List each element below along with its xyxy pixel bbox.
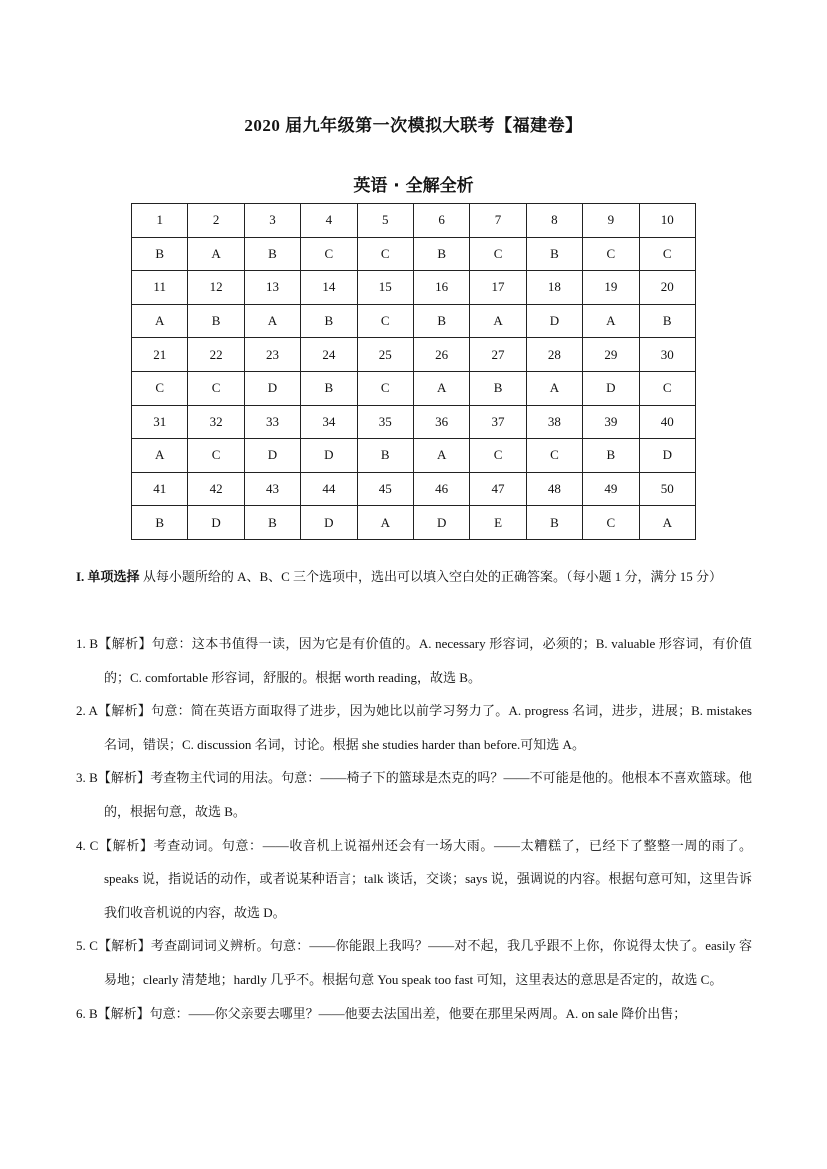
answer-cell: B [639,304,695,338]
page-title: 2020 届九年级第一次模拟大联考【福建卷】 [244,116,583,135]
answer-cell: B [526,506,582,540]
answer-cell: D [188,506,244,540]
question-number-cell: 10 [639,204,695,238]
question-number-cell: 20 [639,271,695,305]
answer-cell: B [301,371,357,405]
question-number-cell: 49 [583,472,639,506]
answer-cell: A [188,237,244,271]
answer-cell: C [301,237,357,271]
answer-cell: D [301,439,357,473]
answer-cell: E [470,506,526,540]
question-number-cell: 23 [244,338,300,372]
answer-cell: A [357,506,413,540]
question-number-cell: 48 [526,472,582,506]
explanation-item: 6. B【解析】句意：——你父亲要去哪里？——他要去法国出差，他要在那里呆两周。A. on sale 降价出售； [76,1005,687,1021]
answer-cell: C [470,237,526,271]
answer-cell: C [583,237,639,271]
answer-row [132,304,696,338]
question-number-cell: 50 [639,472,695,506]
question-number-cell: 38 [526,405,582,439]
section-title: I. 单项选择 [76,569,140,584]
question-number-cell: 2 [188,204,244,238]
question-number-cell: 32 [188,405,244,439]
question-number-cell: 46 [413,472,469,506]
answer-cell: B [526,237,582,271]
question-number-cell: 25 [357,338,413,372]
answer-cell: C [470,439,526,473]
question-number-cell: 21 [132,338,188,372]
question-number-row [132,271,696,305]
answer-cell: D [413,506,469,540]
explanation-item: 1. B【解析】句意：这本书值得一读，因为它是有价值的。A. necessary 形容词，必须的；B. valuable 形容词，有价值的；C. comfortable 形容词，舒服的。根据 worth reading，故选 B。 [76,636,752,685]
answer-cell: A [526,371,582,405]
answer-cell: B [244,506,300,540]
answer-cell: C [639,237,695,271]
question-number-cell: 28 [526,338,582,372]
answer-cell: D [301,506,357,540]
question-number-row [132,472,696,506]
answer-cell: B [357,439,413,473]
answer-cell: A [413,371,469,405]
answer-cell: A [639,506,695,540]
explanation-item: 3. B【解析】考查物主代词的用法。句意：——椅子下的篮球是杰克的吗？——不可能是他的。他根本不喜欢篮球。他的，根据句意，故选 B。 [76,770,752,819]
question-number-cell: 43 [244,472,300,506]
question-number-cell: 12 [188,271,244,305]
question-number-cell: 22 [188,338,244,372]
question-number-cell: 37 [470,405,526,439]
answer-row [132,371,696,405]
question-number-cell: 13 [244,271,300,305]
answer-row [132,237,696,271]
explanation-item: 2. A【解析】句意：简在英语方面取得了进步，因为她比以前学习努力了。A. progress 名词，进步，进展；B. mistakes 名词，错误；C. discussion 名词，讨论。根据 she studies harder than before.可知选 A。 [76,703,752,752]
question-number-cell: 27 [470,338,526,372]
question-number-cell: 24 [301,338,357,372]
answer-cell: C [132,371,188,405]
question-number-cell: 31 [132,405,188,439]
question-number-cell: 47 [470,472,526,506]
question-number-cell: 41 [132,472,188,506]
answer-cell: C [357,237,413,271]
explanation-item: 4. C【解析】考查动词。句意：——收音机上说福州还会有一场大雨。——太糟糕了，已经下了整整一周的雨了。speaks 说，指说话的动作，或者说某种语言；talk 谈话，交谈；says 说，强调说的内容。根据句意可知，这里告诉我们收音机说的内容，故选 D。 [76,837,752,920]
question-number-cell: 11 [132,271,188,305]
question-number-cell: 36 [413,405,469,439]
question-number-cell: 44 [301,472,357,506]
answer-cell: B [413,304,469,338]
answer-cell: B [132,506,188,540]
answer-cell: D [526,304,582,338]
answer-cell: B [301,304,357,338]
section-instruction [76,560,752,594]
question-number-cell: 5 [357,204,413,238]
section-instruction-text: 从每小题所给的 A、B、C 三个选项中，选出可以填入空白处的正确答案。（每小题 1 分，满分 15 分） [142,569,723,584]
question-number-cell: 3 [244,204,300,238]
answer-cell: C [357,304,413,338]
question-number-cell: 35 [357,405,413,439]
question-number-row [132,405,696,439]
answer-cell: B [244,237,300,271]
answer-cell: A [132,304,188,338]
question-number-cell: 19 [583,271,639,305]
answer-cell: C [188,439,244,473]
answer-cell: D [583,371,639,405]
question-number-cell: 7 [470,204,526,238]
explanation-list [76,627,752,1030]
answer-cell: A [470,304,526,338]
answer-cell: C [583,506,639,540]
answer-cell: B [583,439,639,473]
question-number-cell: 6 [413,204,469,238]
question-number-cell: 33 [244,405,300,439]
answer-cell: A [132,439,188,473]
answer-row [132,506,696,540]
question-number-row [132,338,696,372]
answer-table [131,203,696,540]
question-number-cell: 1 [132,204,188,238]
answer-cell: C [188,371,244,405]
question-number-cell: 34 [301,405,357,439]
answer-cell: B [413,237,469,271]
question-number-row [132,204,696,238]
question-number-cell: 9 [583,204,639,238]
question-number-cell: 39 [583,405,639,439]
explanation-item: 5. C【解析】考查副词词义辨析。句意：——你能跟上我吗？——对不起，我几乎跟不上你，你说得太快了。easily 容易地；clearly 清楚地；hardly 几乎不。根据句意 You speak too fast 可知，这里表达的意思是否定的，故选 C。 [76,938,752,987]
answer-cell: D [639,439,695,473]
question-number-cell: 40 [639,405,695,439]
question-number-cell: 4 [301,204,357,238]
answer-cell: D [244,439,300,473]
question-number-cell: 18 [526,271,582,305]
page-subtitle: 英语 · 全解全析 [353,176,474,196]
answer-cell: C [357,371,413,405]
question-number-cell: 8 [526,204,582,238]
answer-cell: A [583,304,639,338]
question-number-cell: 17 [470,271,526,305]
answer-cell: B [470,371,526,405]
answer-cell: A [244,304,300,338]
answer-cell: D [244,371,300,405]
answer-cell: C [639,371,695,405]
question-number-cell: 45 [357,472,413,506]
question-number-cell: 42 [188,472,244,506]
answer-cell: C [526,439,582,473]
question-number-cell: 15 [357,271,413,305]
question-number-cell: 30 [639,338,695,372]
answer-cell: B [132,237,188,271]
answer-row [132,439,696,473]
question-number-cell: 14 [301,271,357,305]
answer-cell: B [188,304,244,338]
question-number-cell: 29 [583,338,639,372]
answer-cell: A [413,439,469,473]
question-number-cell: 16 [413,271,469,305]
question-number-cell: 26 [413,338,469,372]
